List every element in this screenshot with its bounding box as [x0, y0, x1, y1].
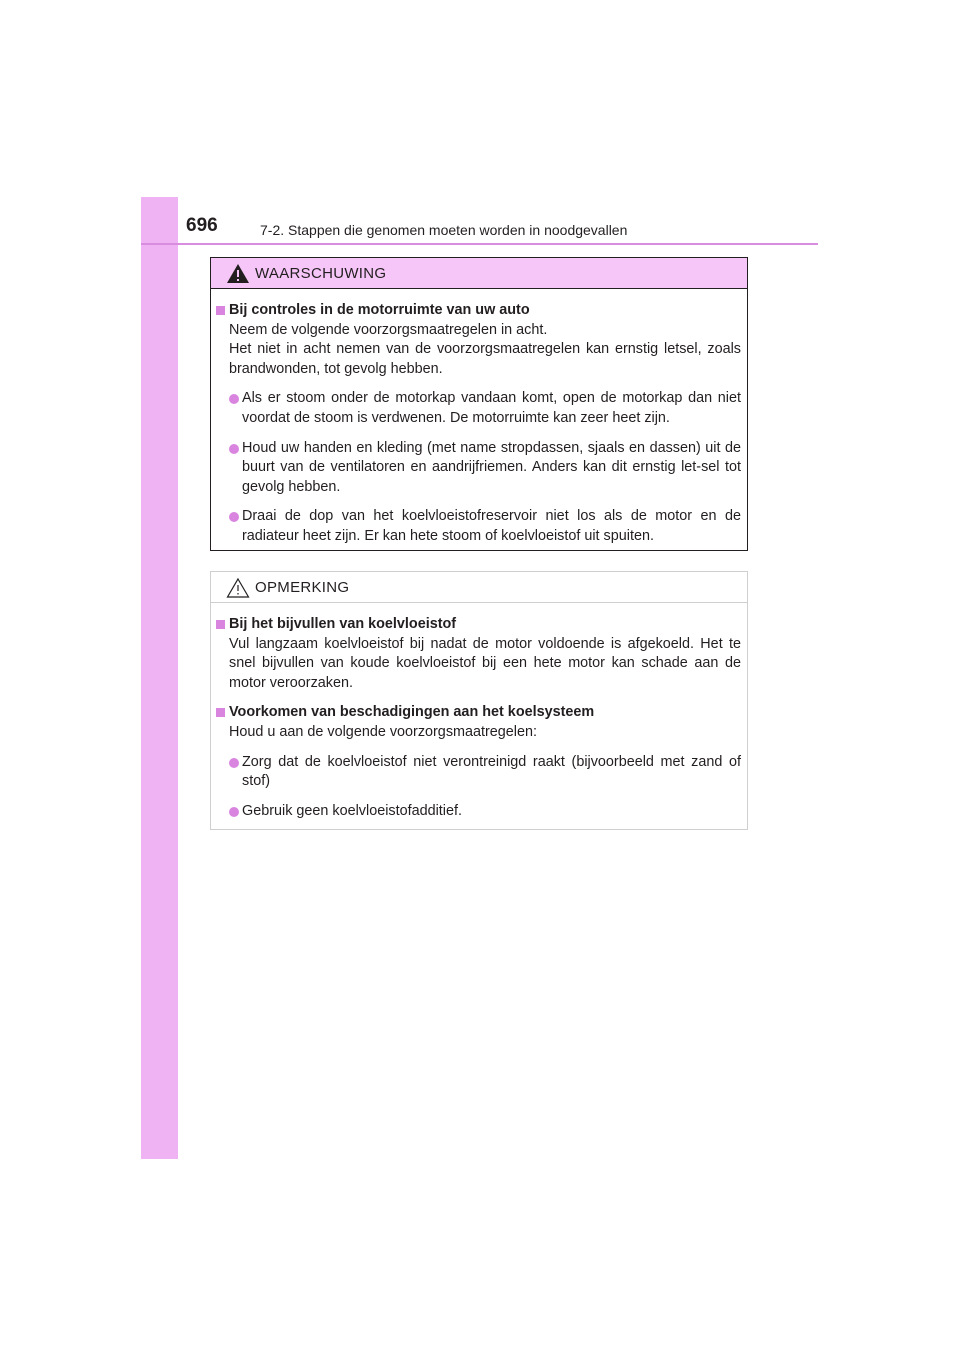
note-heading-1 — [216, 615, 741, 635]
note-bullet-text: Gebruik geen koelvloeistofadditief. — [242, 802, 462, 819]
warning-bullet — [216, 439, 741, 498]
warning-header — [211, 258, 747, 289]
note-bullet — [216, 802, 741, 822]
note-heading-2 — [216, 703, 741, 723]
note-heading-1-text: Bij het bijvullen van koelvloeistof — [229, 616, 457, 632]
warning-body — [211, 289, 747, 547]
note-label: OPMERKING — [255, 579, 350, 596]
note-header — [211, 572, 747, 603]
warning-heading-text: Bij controles in de motorruimte van uw auto — [229, 302, 530, 318]
note-text-2: Houd u aan de volgende voorzorgsmaatregelen: — [229, 723, 538, 740]
square-bullet-icon — [216, 708, 225, 717]
circle-bullet-icon — [229, 444, 239, 454]
warning-label: WAARSCHUWING — [255, 265, 387, 282]
square-bullet-icon — [216, 620, 225, 629]
circle-bullet-icon — [229, 394, 239, 404]
warning-heading — [216, 301, 741, 321]
circle-bullet-icon — [229, 807, 239, 817]
page-number: 696 — [186, 215, 218, 236]
note-heading-2-text: Voorkomen van beschadigingen aan het koelsysteem — [229, 704, 595, 721]
chapter-side-tab — [141, 197, 178, 1159]
warning-bullet — [216, 507, 741, 546]
square-bullet-icon — [216, 306, 225, 315]
header-rule — [141, 243, 818, 245]
note-box — [210, 571, 748, 830]
note-bullet-text: Zorg dat de koelvloeistof niet verontreinigd raakt (bijvoorbeeld met zand of stof) — [242, 753, 741, 790]
caution-triangle-outline-icon — [226, 577, 250, 598]
warning-box — [210, 257, 748, 551]
note-text-1: Vul langzaam koelvloeistof bij nadat de motor voldoende is afgekoeld. Het te snel bijvullen van koude koelvloeistof bij een hete motor kan schade aan de motor veroorzaken. — [229, 635, 741, 691]
warning-bullet — [216, 389, 741, 428]
circle-bullet-icon — [229, 512, 239, 522]
circle-bullet-icon — [229, 758, 239, 768]
note-body — [211, 603, 747, 821]
warning-bullet-text: Draai de dop van het koelvloeistofreservoir niet los als de motor en de radiateur heet zijn. Er kan hete stoom of koelvloeistof uit spuiten. — [242, 508, 741, 544]
section-title: 7-2. Stappen die genomen moeten worden in noodgevallen — [260, 222, 628, 238]
warning-bullet-text: Als er stoom onder de motorkap vandaan komt, open de motorkap dan niet voordat de stoom is verdwenen. De motorruimte kan zeer heet zijn. — [242, 390, 741, 426]
warning-intro-1: Neem de volgende voorzorgsmaatregelen in acht. — [229, 321, 548, 338]
warning-intro-2: Het niet in acht nemen van de voorzorgsmaatregelen kan ernstig letsel, zoals brandwonden, tot gevolg hebben. — [229, 341, 741, 377]
page-header — [141, 210, 818, 244]
warning-triangle-icon — [226, 263, 250, 284]
warning-bullet-text: Houd uw handen en kleding (met name stropdassen, sjaals en dassen) uit de buurt van de ventilatoren en aandrijfriemen. Anders kan dit ernstig let-sel tot gevolg hebben. — [242, 439, 741, 495]
note-bullet — [216, 753, 741, 792]
